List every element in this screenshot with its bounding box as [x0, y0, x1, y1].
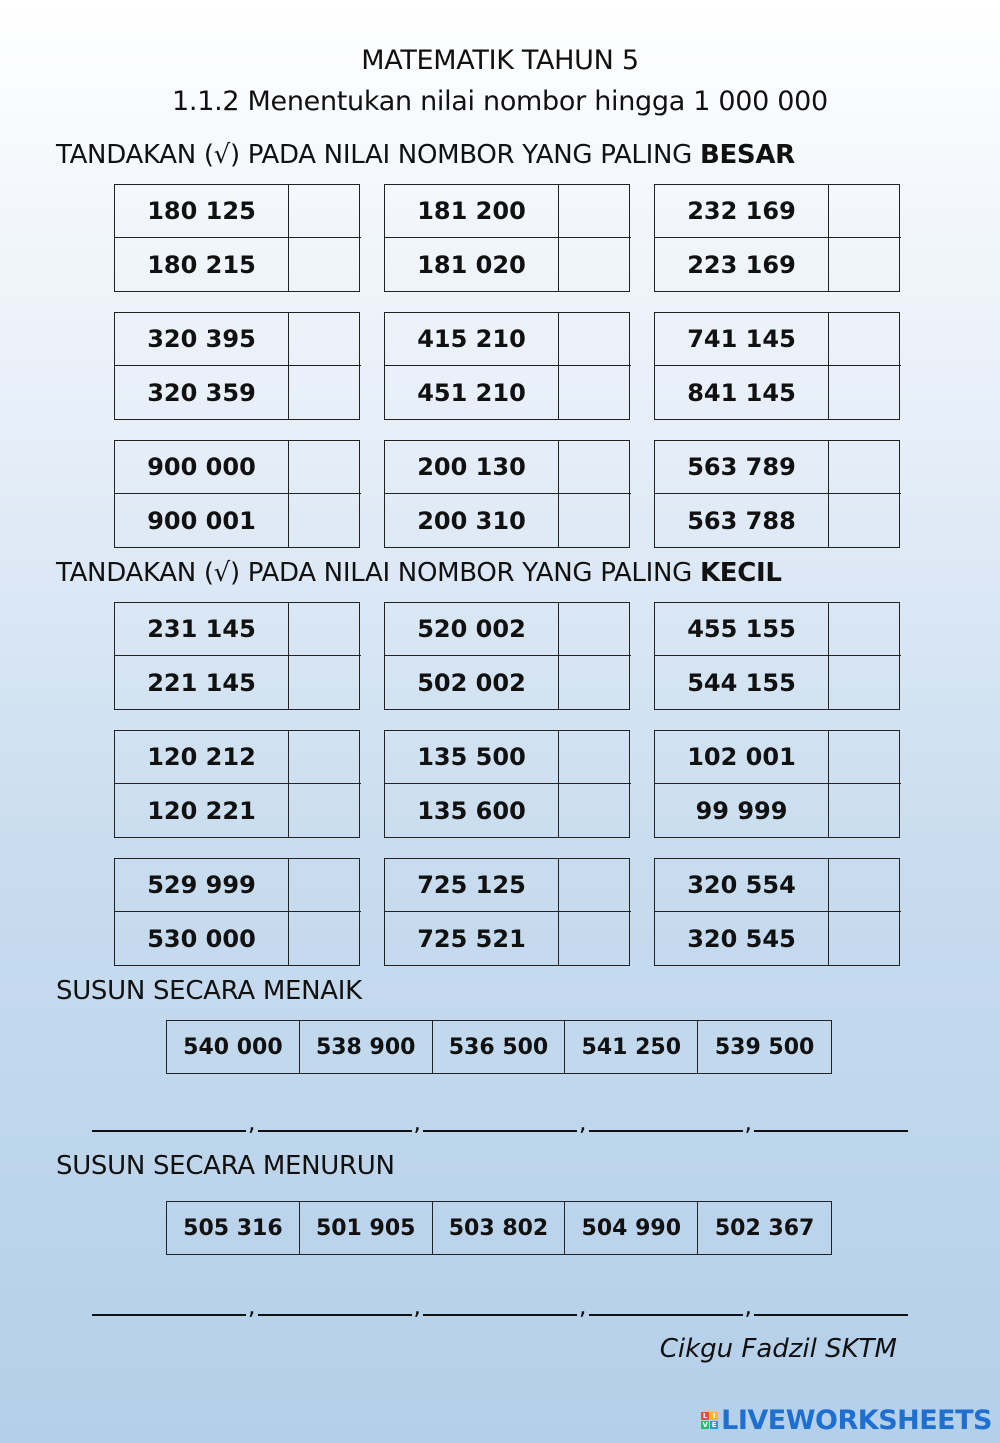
tick-box[interactable]	[289, 656, 361, 709]
number-option: 502 002	[385, 656, 559, 709]
sequence-number: 501 905	[300, 1202, 433, 1254]
largest-pair	[654, 312, 900, 420]
sequence-number: 536 500	[433, 1021, 566, 1073]
number-option: 530 000	[115, 912, 289, 965]
tick-box[interactable]	[559, 603, 631, 656]
tick-box[interactable]	[289, 313, 361, 366]
largest-pair	[384, 184, 630, 292]
number-option: 102 001	[655, 731, 829, 784]
tick-box[interactable]	[559, 441, 631, 494]
number-option: 135 600	[385, 784, 559, 837]
logo-mark-icon	[701, 1412, 718, 1429]
tick-box[interactable]	[829, 912, 901, 965]
number-option: 180 125	[115, 185, 289, 238]
number-option: 200 130	[385, 441, 559, 494]
comma-separator: ,	[413, 1292, 422, 1320]
number-option: 455 155	[655, 603, 829, 656]
answer-blank[interactable]	[754, 1282, 908, 1316]
tick-box[interactable]	[289, 185, 361, 238]
number-option: 725 521	[385, 912, 559, 965]
logo-tile: I	[710, 1412, 718, 1420]
tick-box[interactable]	[829, 366, 901, 419]
number-option: 221 145	[115, 656, 289, 709]
tick-box[interactable]	[289, 912, 361, 965]
number-option: 232 169	[655, 185, 829, 238]
logo-tile: E	[711, 1421, 717, 1429]
smallest-pair	[384, 730, 630, 838]
number-option: 200 310	[385, 494, 559, 547]
tick-box[interactable]	[289, 859, 361, 912]
number-option: 563 789	[655, 441, 829, 494]
number-option: 529 999	[115, 859, 289, 912]
answer-blank[interactable]	[423, 1282, 577, 1316]
largest-pair	[654, 184, 900, 292]
tick-box[interactable]	[289, 603, 361, 656]
largest-pair	[384, 440, 630, 548]
tick-box[interactable]	[829, 185, 901, 238]
tick-box[interactable]	[559, 238, 631, 291]
answer-blank[interactable]	[258, 1098, 412, 1132]
answer-blank[interactable]	[589, 1098, 743, 1132]
tick-box[interactable]	[829, 238, 901, 291]
largest-pair	[114, 312, 360, 420]
worksheet-title: MATEMATIK TAHUN 5	[361, 45, 639, 76]
logo-tile: V	[702, 1421, 708, 1429]
tick-box[interactable]	[289, 238, 361, 291]
number-option: 135 500	[385, 731, 559, 784]
sequence-number: 540 000	[167, 1021, 300, 1073]
number-option: 725 125	[385, 859, 559, 912]
worksheet-subtitle: 1.1.2 Menentukan nilai nombor hingga 1 000 000	[172, 86, 828, 117]
tick-box[interactable]	[829, 731, 901, 784]
tick-box[interactable]	[559, 366, 631, 419]
answer-blank[interactable]	[589, 1282, 743, 1316]
comma-separator: ,	[247, 1292, 256, 1320]
tick-box[interactable]	[289, 784, 361, 837]
answer-blank[interactable]	[423, 1098, 577, 1132]
tick-box[interactable]	[559, 494, 631, 547]
number-option: 741 145	[655, 313, 829, 366]
comma-separator: ,	[578, 1292, 587, 1320]
tick-box[interactable]	[559, 656, 631, 709]
tick-box[interactable]	[829, 441, 901, 494]
number-option: 520 002	[385, 603, 559, 656]
number-option: 900 001	[115, 494, 289, 547]
tick-box[interactable]	[559, 185, 631, 238]
answer-blank[interactable]	[258, 1282, 412, 1316]
comma-separator: ,	[744, 1292, 753, 1320]
ascending-answer-row	[92, 1098, 908, 1136]
comma-separator: ,	[413, 1108, 422, 1136]
tick-box[interactable]	[289, 441, 361, 494]
tick-box[interactable]	[289, 366, 361, 419]
number-option: 180 215	[115, 238, 289, 291]
sequence-number: 538 900	[300, 1021, 433, 1073]
smallest-pair	[384, 602, 630, 710]
descending-number-table	[166, 1201, 832, 1255]
tick-box[interactable]	[289, 731, 361, 784]
number-option: 415 210	[385, 313, 559, 366]
descending-answer-row	[92, 1282, 908, 1320]
liveworksheets-logo	[701, 1405, 992, 1436]
number-option: 223 169	[655, 238, 829, 291]
smallest-pair	[384, 858, 630, 966]
sequence-number: 503 802	[433, 1202, 566, 1254]
sequence-number: 504 990	[565, 1202, 698, 1254]
number-option: 320 545	[655, 912, 829, 965]
tick-box[interactable]	[829, 494, 901, 547]
logo-text: LIVEWORKSHEETS	[721, 1405, 992, 1436]
answer-blank[interactable]	[754, 1098, 908, 1132]
comma-separator: ,	[744, 1108, 753, 1136]
heading-descending: SUSUN SECARA MENURUN	[56, 1151, 395, 1181]
number-option: 544 155	[655, 656, 829, 709]
number-option: 900 000	[115, 441, 289, 494]
smallest-pair	[654, 730, 900, 838]
tick-box[interactable]	[559, 912, 631, 965]
tick-box[interactable]	[559, 731, 631, 784]
smallest-pair	[114, 730, 360, 838]
smallest-pair	[654, 858, 900, 966]
number-option: 99 999	[655, 784, 829, 837]
tick-box[interactable]	[829, 603, 901, 656]
ascending-number-table	[166, 1020, 832, 1074]
comma-separator: ,	[247, 1108, 256, 1136]
tick-box[interactable]	[829, 656, 901, 709]
number-option: 181 200	[385, 185, 559, 238]
tick-box[interactable]	[559, 859, 631, 912]
comma-separator: ,	[578, 1108, 587, 1136]
sequence-number: 539 500	[714, 1034, 815, 1060]
tick-box[interactable]	[289, 494, 361, 547]
number-option: 120 212	[115, 731, 289, 784]
tick-box[interactable]	[829, 313, 901, 366]
tick-box[interactable]	[829, 859, 901, 912]
smallest-pair	[654, 602, 900, 710]
smallest-pair	[114, 858, 360, 966]
logo-tile: L	[702, 1412, 708, 1420]
smallest-pair	[114, 602, 360, 710]
number-option: 320 554	[655, 859, 829, 912]
number-option: 563 788	[655, 494, 829, 547]
answer-blank[interactable]	[92, 1282, 246, 1316]
number-option: 320 395	[115, 313, 289, 366]
number-option: 231 145	[115, 603, 289, 656]
number-option: 181 020	[385, 238, 559, 291]
heading-ascending: SUSUN SECARA MENAIK	[56, 976, 362, 1006]
author-credit: Cikgu Fadzil SKTM	[659, 1334, 897, 1364]
number-option: 320 359	[115, 366, 289, 419]
tick-box[interactable]	[559, 784, 631, 837]
tick-box[interactable]	[559, 313, 631, 366]
answer-blank[interactable]	[92, 1098, 246, 1132]
sequence-number: 502 367	[714, 1215, 815, 1241]
heading-largest: TANDAKAN (√) PADA NILAI NOMBOR YANG PALING BESAR	[56, 140, 795, 170]
largest-pair	[384, 312, 630, 420]
number-option: 841 145	[655, 366, 829, 419]
sequence-number: 505 316	[167, 1202, 300, 1254]
largest-pair	[654, 440, 900, 548]
number-option: 120 221	[115, 784, 289, 837]
largest-pair	[114, 440, 360, 548]
sequence-number: 541 250	[565, 1021, 698, 1073]
heading-smallest: TANDAKAN (√) PADA NILAI NOMBOR YANG PALING KECIL	[56, 558, 782, 588]
number-option: 451 210	[385, 366, 559, 419]
tick-box[interactable]	[829, 784, 901, 837]
largest-pair	[114, 184, 360, 292]
